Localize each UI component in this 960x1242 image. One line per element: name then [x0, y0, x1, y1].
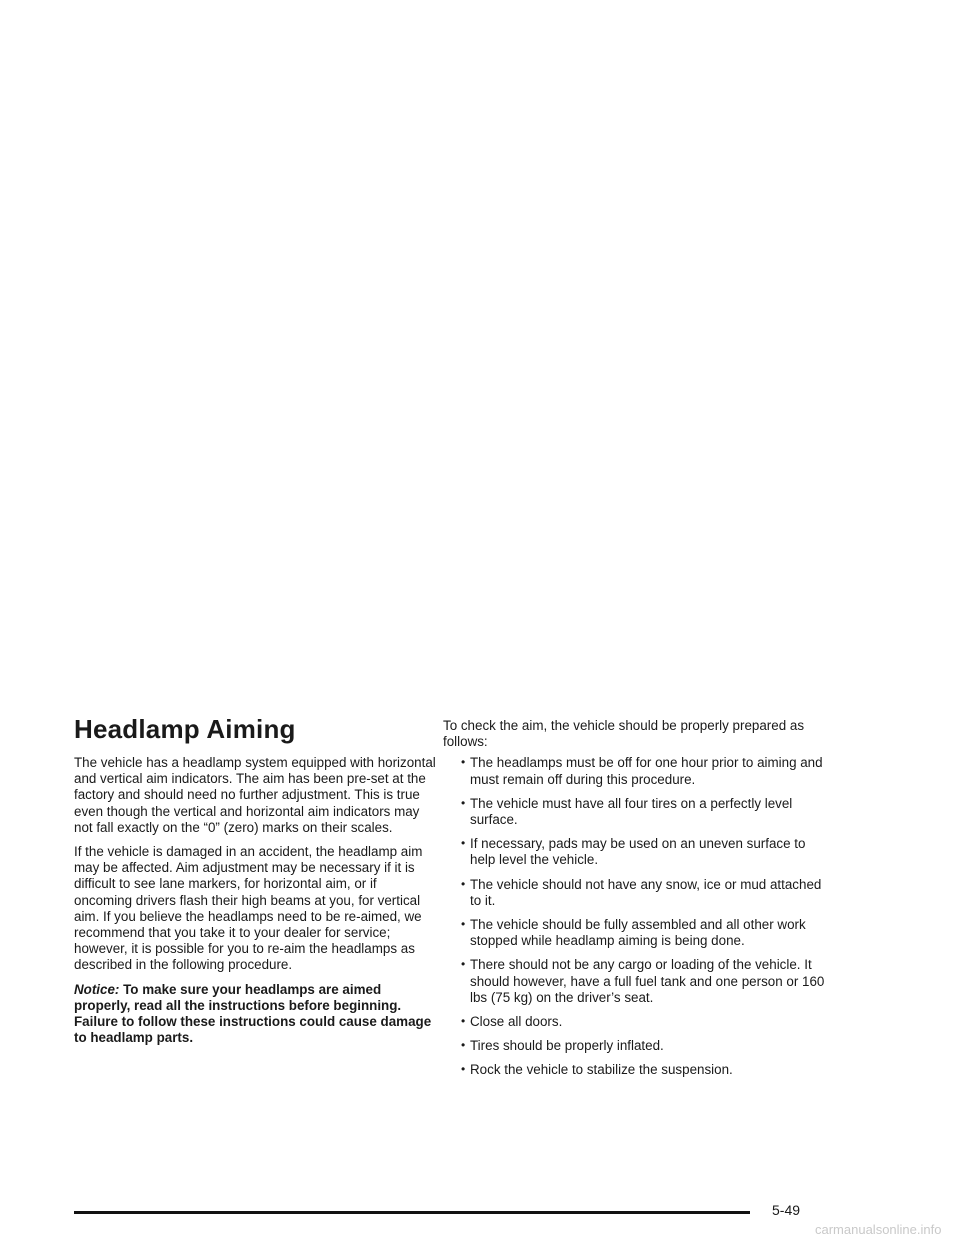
list-item [443, 1014, 833, 1030]
checklist-intro: To check the aim, the vehicle should be properly prepared as follows: [443, 718, 805, 750]
bullet-icon: • [461, 1062, 466, 1077]
notice-block [74, 982, 436, 1047]
list-item-text: Rock the vehicle to stabilize the suspension. [470, 1062, 733, 1078]
bullet-icon: • [461, 1038, 466, 1053]
list-item [443, 957, 833, 1006]
list-item-text: If necessary, pads may be used on an uneven surface to help level the vehicle. [470, 836, 806, 868]
list-item [443, 1038, 833, 1054]
list-item [443, 877, 833, 909]
list-item [443, 1062, 833, 1078]
list-item-text: Close all doors. [470, 1014, 563, 1030]
list-item [443, 917, 833, 949]
bullet-icon: • [461, 917, 466, 932]
list-item-text: The vehicle should not have any snow, ice or mud attached to it. [470, 876, 822, 908]
watermark-text: carmanualsonline.info [815, 1222, 942, 1237]
list-item-text: The headlamps must be off for one hour prior to aiming and must remain off during this procedure. [470, 755, 823, 787]
paragraph-aim-indicators: The vehicle has a headlamp system equipped with horizontal and vertical aim indicators. The aim has been pre-set at the factory and should need no further adjustment. This is true even though the vertical and horizontal aim indicators may not fall exactly on the “0” (zero) marks on their scales. [74, 755, 436, 835]
notice-label: Notice: [74, 981, 120, 997]
bullet-icon: • [461, 755, 466, 770]
bullet-icon: • [461, 876, 466, 891]
list-item-text: The vehicle must have all four tires on a perfectly level surface. [470, 795, 793, 828]
bullet-icon: • [461, 1014, 466, 1029]
paragraph-accident-damage: If the vehicle is damaged in an accident, the headlamp aim may be affected. Aim adjustment may be necessary if it is difficult to see lane markers, for horizontal aim, or if oncoming drivers flash their high beams at you, for vertical aim. If you believe the headlamps need to be re-aimed, we recommend that you take it to your dealer for service; however, it is possible for you to re-aim the headlamps as described in the following procedure. [74, 844, 423, 973]
list-item-text: There should not be any cargo or loading of the vehicle. It should however, have a full fuel tank and one person or 160 lbs (75 kg) on the driver’s seat. [470, 957, 825, 1005]
right-column [443, 718, 833, 1087]
list-item [443, 755, 833, 787]
bullet-icon: • [461, 795, 466, 810]
page-number: 5-49 [772, 1202, 801, 1218]
section-heading: Headlamp Aiming [74, 714, 296, 744]
bullet-icon: • [461, 836, 466, 851]
list-item [443, 796, 833, 828]
left-column [74, 714, 436, 1054]
list-item-text: The vehicle should be fully assembled and all other work stopped while headlamp aiming is being done. [470, 917, 806, 949]
list-item [443, 836, 833, 868]
bullet-icon: • [461, 957, 466, 972]
list-item-text: Tires should be properly inflated. [470, 1038, 664, 1054]
preparation-checklist [443, 755, 833, 1078]
footer-rule [74, 1211, 750, 1214]
notice-text: To make sure your headlamps are aimed properly, read all the instructions before beginning. Failure to follow these instructions could cause damage to headlamp parts. [74, 981, 432, 1046]
